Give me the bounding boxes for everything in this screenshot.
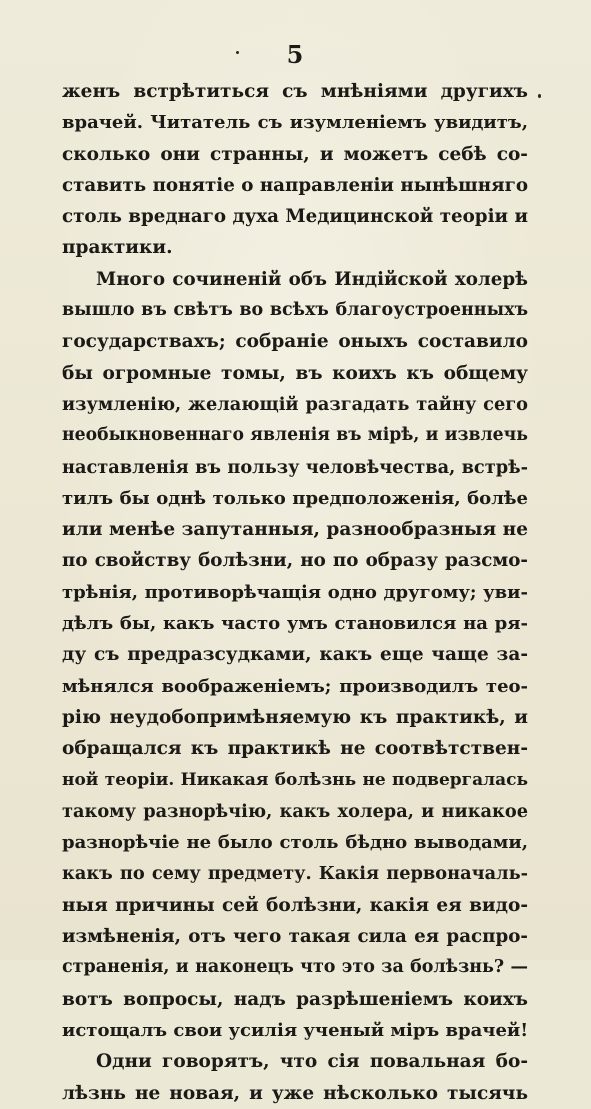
page-number: 5	[286, 40, 305, 69]
text-line: необыкновеннаго явленія въ мірѣ, и извлечь	[62, 425, 528, 446]
text-line: изумленію, желающій разгадать тайну сего	[62, 393, 528, 415]
text-line: обращался къ практикѣ не соотвѣтствен-	[62, 738, 528, 760]
text-line: истощалъ свои усилія ученый міръ врачей!	[62, 1019, 528, 1041]
text-line: врачей. Читатель съ изумленіемъ увидитъ,	[62, 112, 528, 134]
text-line: наставленія въ пользу человѣчества, встрѣ-	[62, 456, 528, 478]
text-line: Много сочиненій объ Индійской холерѣ	[96, 268, 528, 290]
text-line: какъ по сему предмету. Какія первоначаль-	[62, 863, 528, 885]
text-line: измѣненія, отъ чего такая сила ея распро-	[62, 926, 528, 948]
text-line: рію неудобопримѣняемую къ практикѣ, и	[62, 706, 528, 728]
text-line: ной теоріи. Никакая болѣзнь не подвергалась	[62, 769, 528, 790]
text-line: Одни говорятъ, что сія повальная бо-	[96, 1051, 528, 1073]
text-line: тилъ бы однѣ только предположенія, болѣе	[62, 487, 528, 509]
text-line: вотъ вопросы, надъ разрѣшеніемъ коихъ	[62, 988, 528, 1010]
text-line: разнорѣчіе не было столь бѣдно выводами,	[62, 832, 528, 854]
text-line: ставить понятіе о направленіи нынѣшняго	[62, 174, 528, 196]
text-line: вышло въ свѣтъ во всѣхъ благоустроенныхъ	[62, 300, 528, 321]
text-line: бы огромные томы, въ коихъ къ общему	[62, 362, 528, 384]
body-text	[62, 76, 528, 1109]
text-line: государствахъ; собраніе оныхъ составило	[62, 331, 528, 353]
text-line: женъ встрѣтиться съ мнѣніями другихъ	[62, 81, 528, 102]
text-line: лѣзнь не новая, и уже нѣсколько тысячь	[62, 1082, 528, 1104]
text-line: дѣлъ бы, какъ часто умъ становился на ря-	[62, 613, 528, 635]
text-line: страненія, и наконецъ что это за болѣзнь? —	[62, 957, 528, 978]
text-line: ду съ предразсудками, какъ еще чаще за-	[62, 644, 528, 666]
text-line: или менѣе запутанныя, разнообразныя не	[62, 519, 528, 541]
text-line: сколько они странны, и можетъ себѣ со-	[62, 143, 528, 165]
text-line: по свойству болѣзни, но по образу разсмо-	[62, 550, 528, 572]
ink-speck	[538, 94, 541, 98]
text-line: трѣнія, противорѣчащія одно другому; уви-	[62, 581, 528, 603]
text-line: мѣнялся воображеніемъ; производилъ тео-	[62, 675, 528, 697]
text-line: столь вреднаго духа Медицинской теоріи и	[62, 206, 528, 228]
text-line: ныя причины сей болѣзни, какія ея видо-	[62, 894, 528, 916]
text-line: такому разнорѣчію, какъ холера, и никакое	[62, 800, 528, 822]
text-line: практики.	[62, 237, 173, 259]
